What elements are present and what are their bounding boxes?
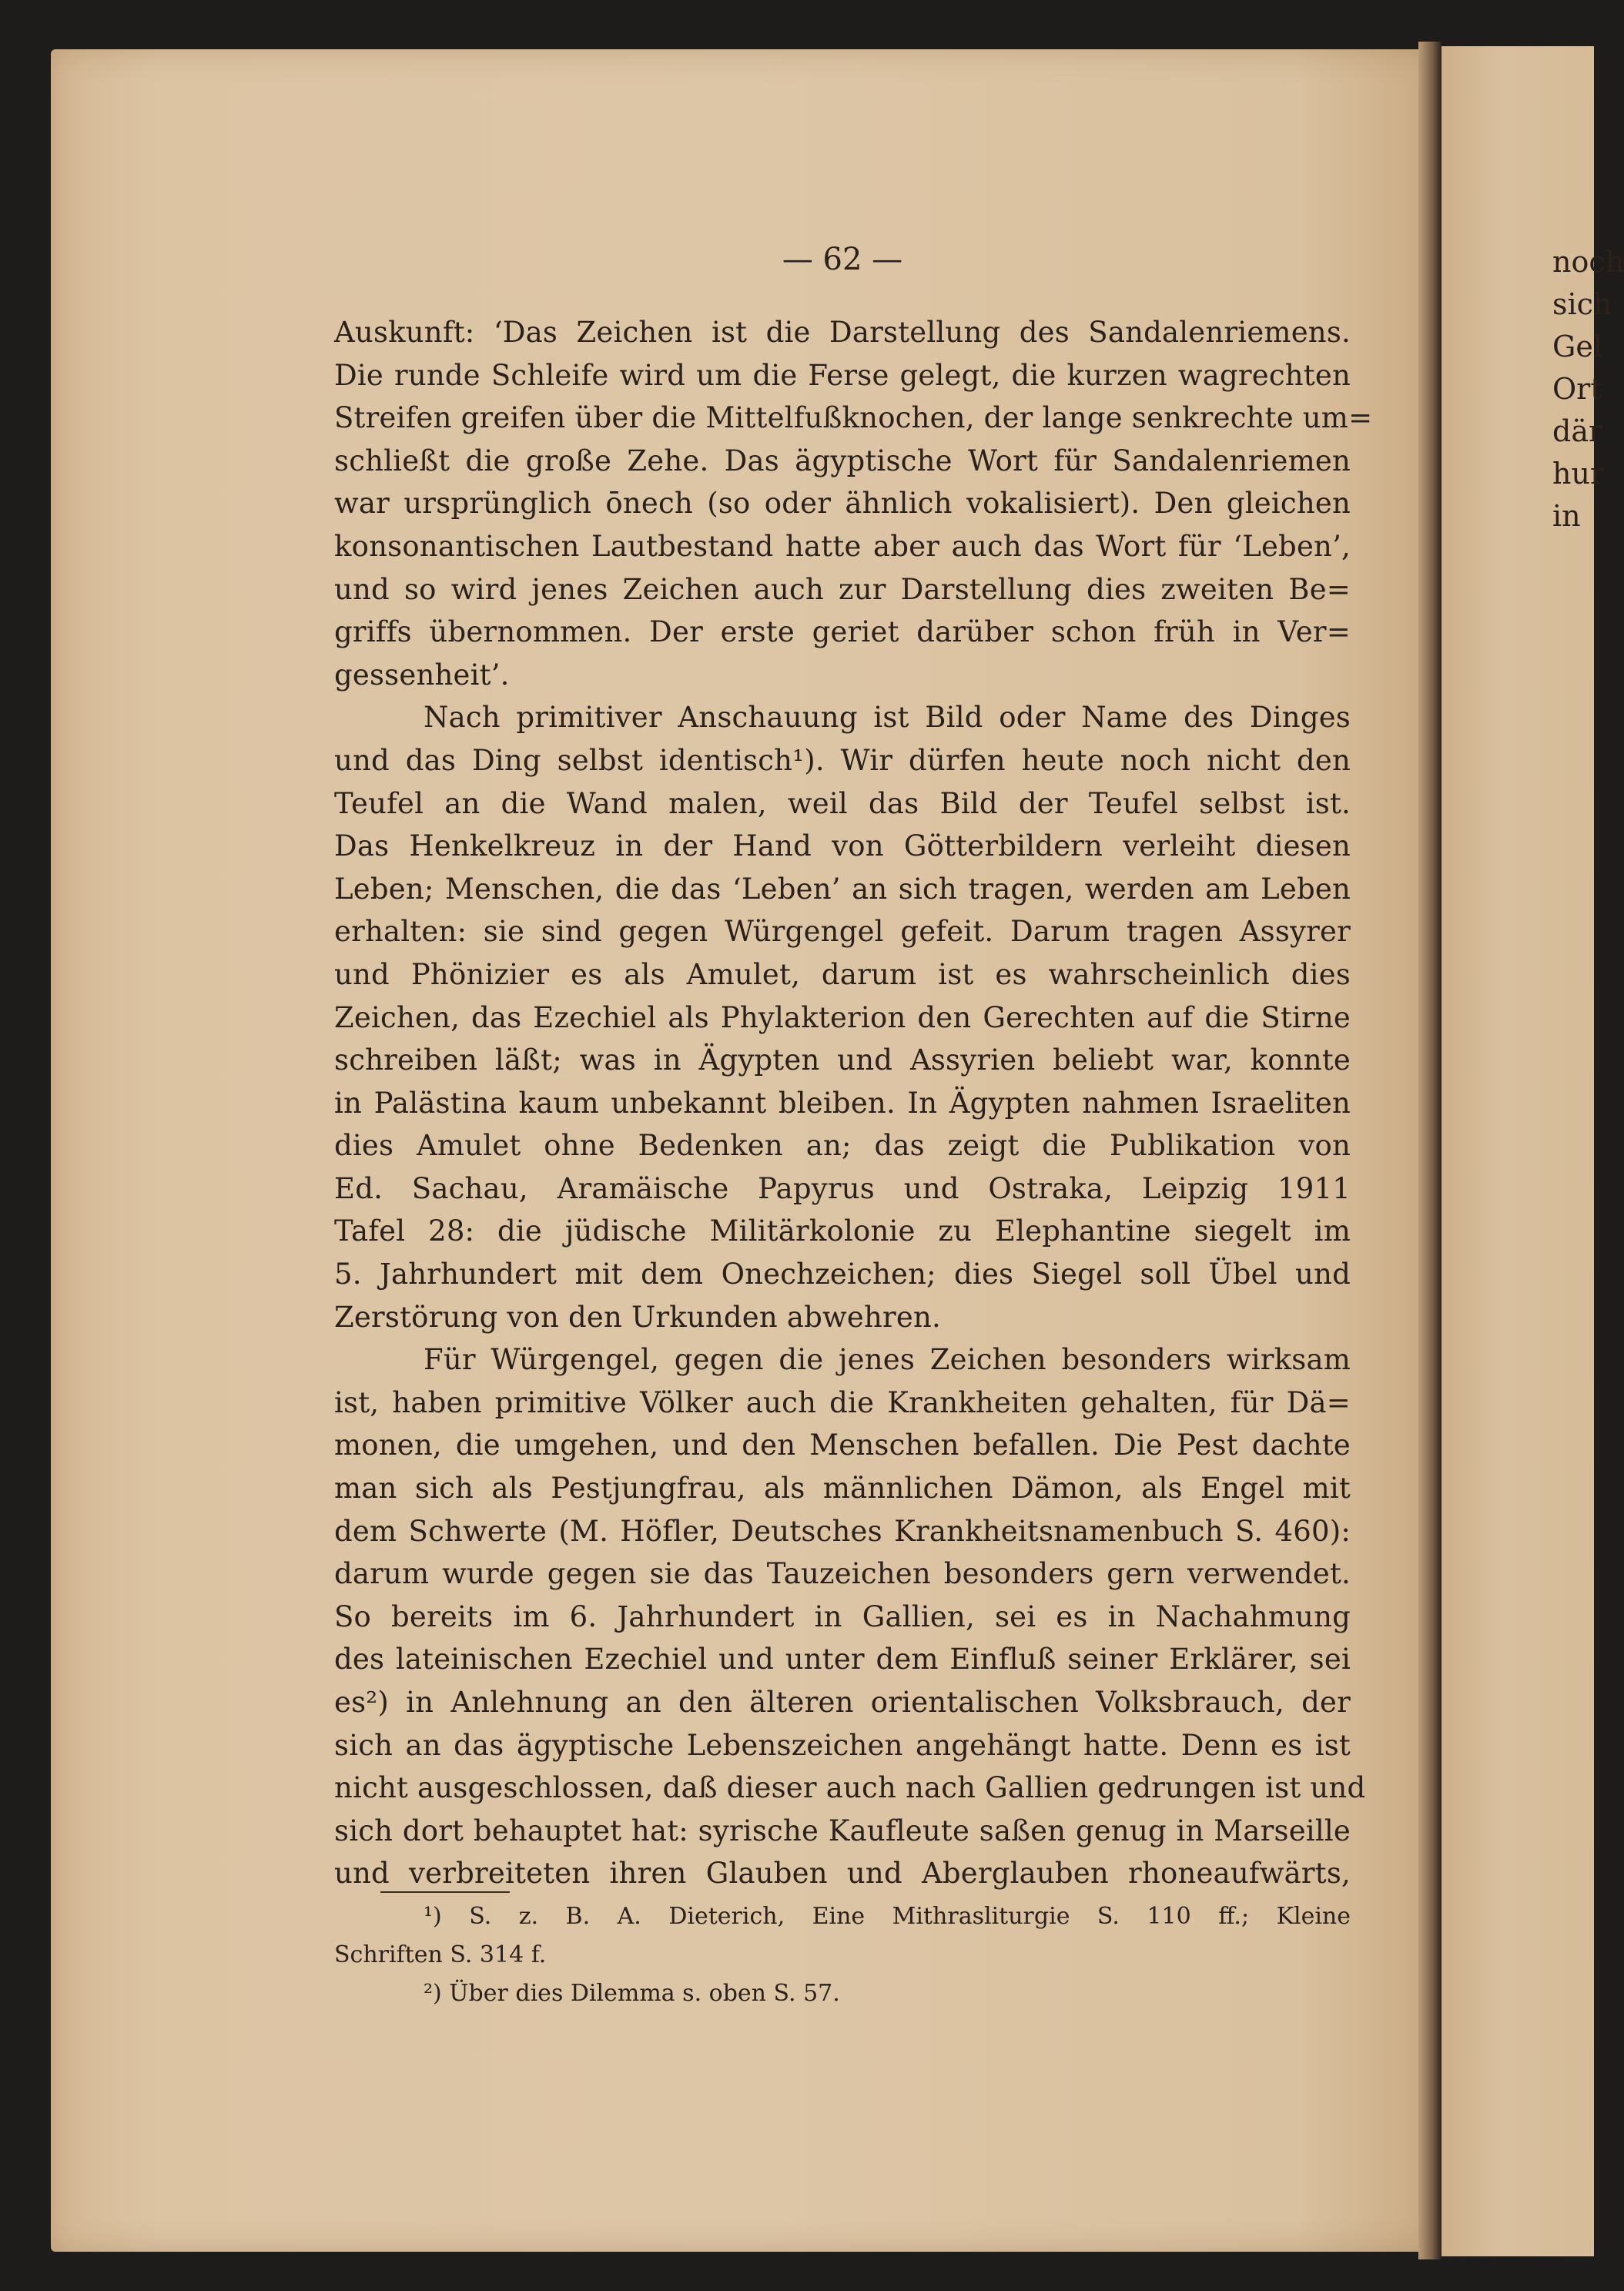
text-line: und Phönizier es als Amulet, darum ist es wahrscheinlich dies <box>334 957 1351 991</box>
text-line: nicht ausgeschlossen, daß dieser auch nach Gallien gedrungen ist und <box>334 1771 1366 1805</box>
adjacent-page-fragment: där <box>1552 414 1603 448</box>
footnote-line: Schriften S. 314 f. <box>334 1941 547 1968</box>
text-line: Zeichen, das Ezechiel als Phylakterion den Gerechten auf die Stirne <box>334 1000 1351 1034</box>
text-line: Das Henkelkreuz in der Hand von Götterbildern verleiht diesen <box>334 829 1351 863</box>
text-line: Nach primitiver Anschauung ist Bild oder Name des Dinges <box>424 701 1351 735</box>
adjacent-page-fragment: in <box>1552 499 1581 533</box>
footnote-line: ²) Über dies Dilemma s. oben S. 57. <box>424 1980 840 2007</box>
text-line: schließt die große Zehe. Das ägyptische Wort für Sandalenriemen <box>334 444 1351 477</box>
body-text <box>334 311 1373 1895</box>
page-number: — 62 — <box>782 242 903 277</box>
footnote-divider <box>380 1891 510 1893</box>
text-line: So bereits im 6. Jahrhundert in Gallien, sei es in Nachahmung <box>334 1599 1351 1633</box>
text-line: 5. Jahrhundert mit dem Onechzeichen; dies Siegel soll Übel und <box>334 1258 1351 1291</box>
text-line: Zerstörung von den Urkunden abwehren. <box>334 1300 941 1334</box>
text-line: Tafel 28: die jüdische Militärkolonie zu Elephantine siegelt im <box>334 1214 1351 1248</box>
adjacent-page-fragment: Gel <box>1552 330 1602 363</box>
text-line: Auskunft: ‘Das Zeichen ist die Darstellung des Sandalenriemens. <box>334 316 1351 349</box>
text-line: Die runde Schleife wird um die Ferse gelegt, die kurzen wagrechten <box>334 358 1351 392</box>
text-line: in Palästina kaum unbekannt bleiben. In Ägypten nahmen Israeliten <box>334 1086 1351 1120</box>
adjacent-page-fragment: noch <box>1552 245 1624 279</box>
adjacent-page-fragment: hur <box>1552 457 1605 491</box>
book-page <box>51 49 1437 2252</box>
text-line: und verbreiteten ihren Glauben und Aberglauben rhoneaufwärts, <box>334 1857 1351 1891</box>
footnotes <box>334 1897 1351 2013</box>
text-line: Teufel an die Wand malen, weil das Bild der Teufel selbst ist. <box>334 786 1351 820</box>
text-line: ist, haben primitive Völker auch die Krankheiten gehalten, für Dä= <box>334 1385 1351 1419</box>
text-line: war ursprünglich ōnech (so oder ähnlich vokalisiert). Den gleichen <box>334 487 1351 521</box>
text-line: schreiben läßt; was in Ägypten und Assyrien beliebt war, konnte <box>334 1043 1351 1077</box>
text-line: konsonantischen Lautbestand hatte aber auch das Wort für ‘Leben’, <box>334 529 1351 563</box>
text-line: monen, die umgehen, und den Menschen befallen. Die Pest dachte <box>334 1429 1351 1462</box>
text-line: dies Amulet ohne Bedenken an; das zeigt die Publikation von <box>334 1129 1351 1163</box>
text-line: erhalten: sie sind gegen Würgengel gefeit. Darum tragen Assyrer <box>334 915 1351 949</box>
text-line: des lateinischen Ezechiel und unter dem Einfluß seiner Erklärer, sei <box>334 1643 1351 1676</box>
text-line: und das Ding selbst identisch¹). Wir dürfen heute noch nicht den <box>334 743 1351 777</box>
text-line: sich an das ägyptische Lebenszeichen angehängt hatte. Denn es ist <box>334 1728 1351 1762</box>
text-line: man sich als Pestjungfrau, als männlichen Dämon, als Engel mit <box>334 1472 1351 1506</box>
adjacent-page-fragment: Ort <box>1552 372 1602 406</box>
adjacent-page-fragment: sich <box>1552 287 1612 321</box>
text-line: darum wurde gegen sie das Tauzeichen besonders gern verwendet. <box>334 1557 1351 1591</box>
text-line: Für Würgengel, gegen die jenes Zeichen besonders wirksam <box>424 1343 1351 1377</box>
text-line: es²) in Anlehnung an den älteren orientalischen Volksbrauch, der <box>334 1686 1351 1719</box>
text-line: griffs übernommen. Der erste geriet darüber schon früh in Ver= <box>334 615 1351 649</box>
book-gutter <box>1418 42 1442 2259</box>
text-line: dem Schwerte (M. Höfler, Deutsches Krankheitsnamenbuch S. 460): <box>334 1514 1351 1548</box>
text-line: Leben; Menschen, die das ‘Leben’ an sich tragen, werden am Leben <box>334 872 1351 906</box>
text-line: Ed. Sachau, Aramäische Papyrus und Ostraka, Leipzig 1911 <box>334 1171 1351 1205</box>
text-line: gessenheit’. <box>334 658 510 692</box>
text-line: Streifen greifen über die Mittelfußknochen, der lange senkrechte um= <box>334 401 1373 435</box>
text-line: sich dort behauptet hat: syrische Kaufleute saßen genug in Marseille <box>334 1814 1351 1847</box>
text-line: und so wird jenes Zeichen auch zur Darstellung dies zweiten Be= <box>334 572 1351 606</box>
footnote-line: ¹) S. z. B. A. Dieterich, Eine Mithrasliturgie S. 110 ff.; Kleine <box>424 1903 1351 1930</box>
